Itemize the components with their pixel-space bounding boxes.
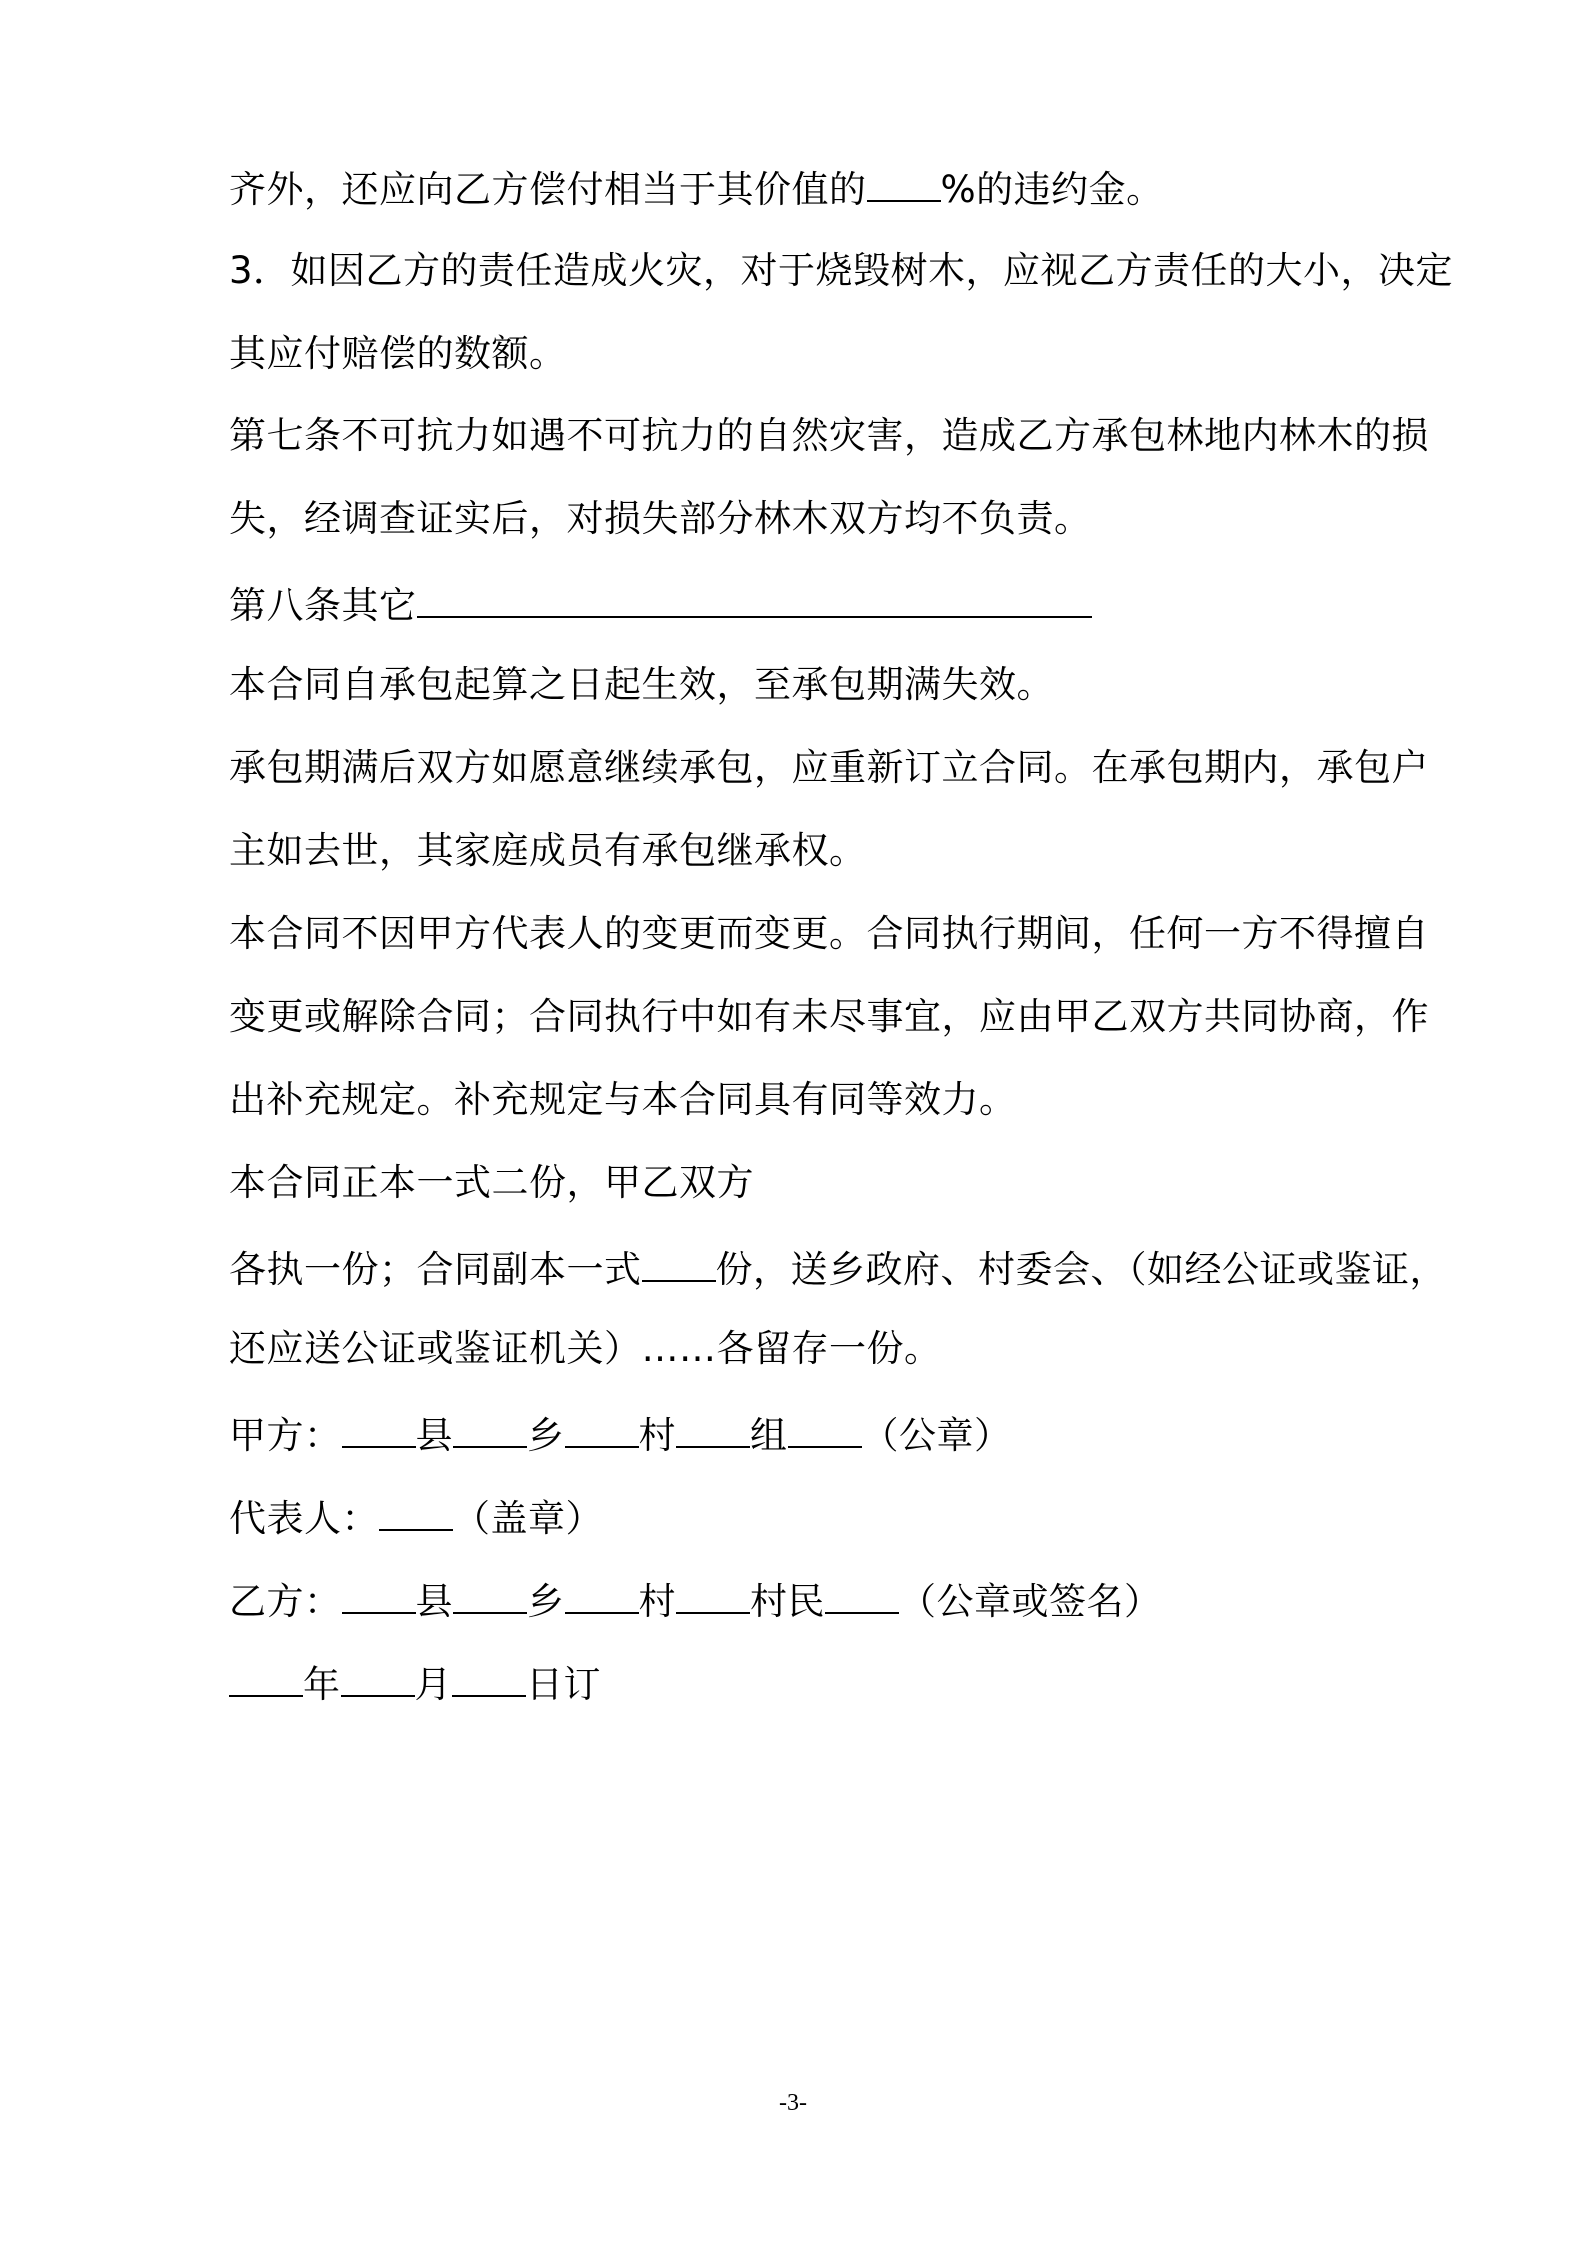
party-b-county-blank [342, 1572, 416, 1614]
representative-line [229, 1489, 603, 1545]
party-a-line [229, 1406, 1012, 1462]
year-blank [229, 1655, 303, 1697]
text-line-11: 变更或解除合同；合同执行中如有未尽事宜，应由甲乙双方共同协商，作 [229, 995, 1429, 1038]
party-b-village-blank [565, 1572, 639, 1614]
text-line-10: 本合同不因甲方代表人的变更而变更。合同执行期间，任何一方不得擅自 [229, 912, 1429, 955]
copies-blank [642, 1240, 716, 1282]
text-line-15: 还应送公证或鉴证机关）……各留存一份。 [229, 1327, 942, 1370]
party-b-label: 乙方： [229, 1580, 342, 1623]
text-line-13: 本合同正本一式二份，甲乙双方 [229, 1161, 754, 1204]
line-14-text-a: 各执一份；合同副本一式 [229, 1248, 642, 1291]
party-a-village: 村 [638, 1414, 676, 1457]
text-line-5: 失，经调查证实后，对损失部分林木双方均不负责。 [229, 497, 1092, 540]
party-a-group: 组 [750, 1414, 788, 1457]
party-b-township: 乡 [527, 1580, 565, 1623]
article-8-blank [417, 576, 1092, 618]
day-blank [452, 1655, 526, 1697]
line-1-text-a: 齐外，还应向乙方偿付相当于其价值的 [229, 168, 867, 211]
text-line-1 [229, 160, 1164, 216]
party-a-township: 乡 [527, 1414, 565, 1457]
party-a-county: 县 [415, 1414, 453, 1457]
party-b-township-blank [453, 1572, 527, 1614]
text-line-12: 出补充规定。补充规定与本合同具有同等效力。 [229, 1078, 1017, 1121]
line-1-text-b: %的违约金。 [940, 168, 1164, 211]
party-a-group-blank [676, 1406, 750, 1448]
article-8-label: 第八条其它 [229, 584, 417, 627]
day-label: 日订 [526, 1663, 601, 1706]
party-a-village-blank [565, 1406, 639, 1448]
party-b-county: 县 [415, 1580, 453, 1623]
year-label: 年 [303, 1663, 341, 1706]
representative-label: 代表人： [229, 1497, 379, 1540]
party-a-township-blank [453, 1406, 527, 1448]
representative-blank [379, 1489, 453, 1531]
text-line-14 [229, 1240, 1447, 1296]
text-line-3: 其应付赔偿的数额。 [229, 332, 567, 375]
party-b-village: 村 [638, 1580, 676, 1623]
text-line-2: 3．如因乙方的责任造成火灾，对于烧毁树木，应视乙方责任的大小，决定 [229, 249, 1454, 292]
party-a-county-blank [342, 1406, 416, 1448]
party-a-seal: （公章） [861, 1414, 1012, 1457]
month-label: 月 [414, 1663, 452, 1706]
text-line-9: 主如去世，其家庭成员有承包继承权。 [229, 829, 867, 872]
page-number: -3- [779, 2090, 807, 2116]
party-a-seal-blank [788, 1406, 862, 1448]
party-a-label: 甲方： [229, 1414, 342, 1457]
text-line-8: 承包期满后双方如愿意继续承包，应重新订立合同。在承包期内，承包户 [229, 746, 1429, 789]
party-b-line [229, 1572, 1162, 1628]
text-line-7: 本合同自承包起算之日起生效，至承包期满失效。 [229, 663, 1054, 706]
party-b-villager-blank [676, 1572, 750, 1614]
percent-blank [867, 160, 941, 202]
party-b-seal: （公章或签名） [899, 1580, 1162, 1623]
text-line-6 [229, 576, 1092, 632]
line-14-text-b: 份，送乡政府、村委会、（如经公证或鉴证， [715, 1248, 1447, 1291]
text-line-4: 第七条不可抗力如遇不可抗力的自然灾害，造成乙方承包林地内林木的损 [229, 414, 1429, 457]
month-blank [341, 1655, 415, 1697]
representative-seal: （盖章） [453, 1497, 603, 1540]
date-line [229, 1655, 601, 1711]
party-b-seal-blank [825, 1572, 899, 1614]
party-b-villager: 村民 [750, 1580, 825, 1623]
